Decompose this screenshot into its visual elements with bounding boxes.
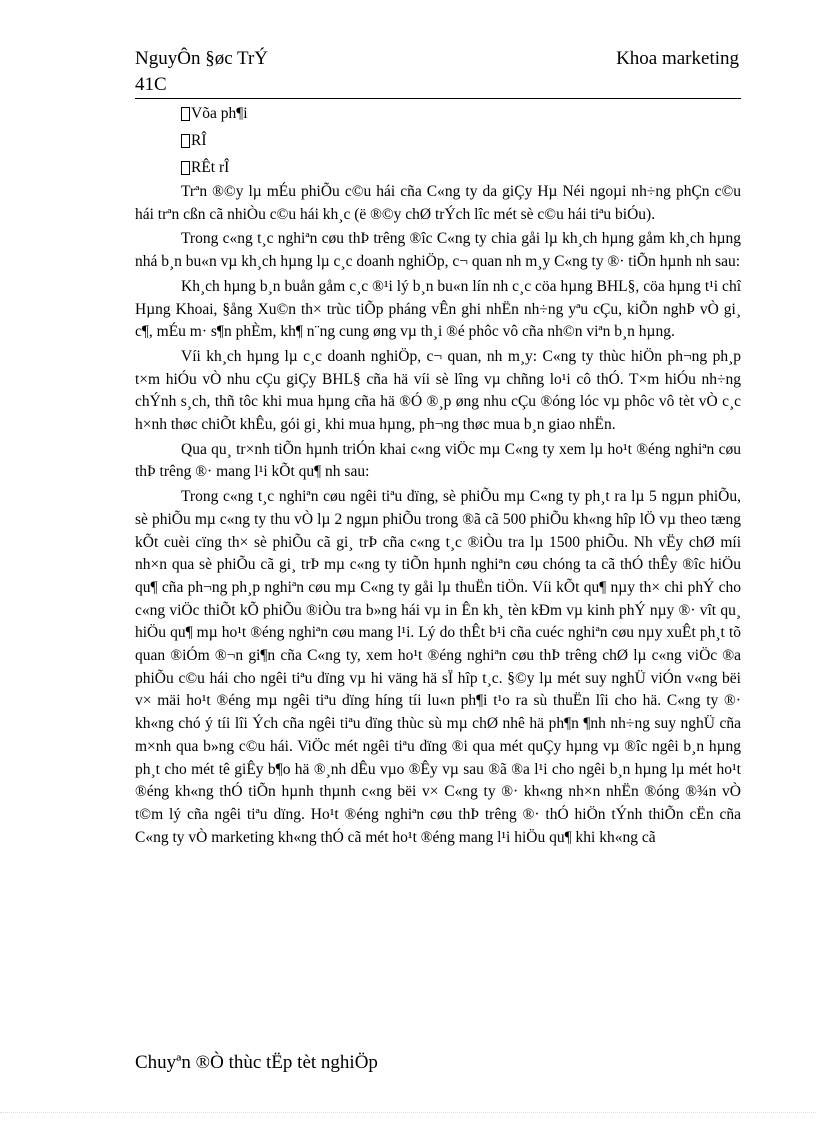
option-item xyxy=(181,127,741,154)
checkbox-icon xyxy=(181,134,190,148)
checkbox-icon xyxy=(181,161,190,175)
option-label: RÎ xyxy=(191,132,207,149)
author-class: 41C xyxy=(135,74,167,95)
paragraph: Víi kh¸ch hµng lµ c¸c doanh nghiÖp, c¬ quan, nh m¸y: C«ng ty thùc hiÖn ph¬ng ph¸p t×m hiÓu vÒ nhu cÇu giÇy BHL§ cña hä víi sè lîng vµ chñng lo¹i cô thÓ. T×m hiÓu nh÷ng chÝnh s¸ch, thñ tôc khi mua hµng cña hä ®Ó ®¸p øng nhu cÇu ®óng lóc vµ phôc vô tèt vÒ c¸c h×nh thøc chiÕt khÊu, gói gi¸ khi mua hµng, ph¬ng thøc mua b¸n giao nhËn. xyxy=(135,347,741,434)
paragraph: Qua qu¸ tr×nh tiÕn hµnh triÓn khai c«ng viÖc mµ C«ng ty xem lµ ho¹t ®éng nghiªn cøu thÞ trêng ®· mang l¹i kÕt qu¶ nh sau: xyxy=(135,440,741,481)
option-item xyxy=(181,100,741,127)
option-label: Võa ph¶i xyxy=(191,105,248,122)
faculty-name: Khoa marketing xyxy=(616,48,739,69)
header-rule xyxy=(135,98,741,99)
page-edge-divider xyxy=(0,1112,816,1113)
checkbox-icon xyxy=(181,107,190,121)
option-item xyxy=(181,154,741,181)
author-name: NguyÔn §øc TrÝ xyxy=(135,48,269,69)
document-body xyxy=(135,100,741,851)
paragraph: Trªn ®©y lµ mÉu phiÕu c©u hái cña C«ng ty da giÇy Hµ Néi ngoµi nh÷ng phÇn c©u hái trªn cßn cã nhiÒu c©u hái kh¸c (ë ®©y chØ trÝch lîc mét sè c©u hái tiªu biÓu). xyxy=(135,183,741,223)
page-footer: Chuyªn ®Ò thùc tËp tèt nghiÖp xyxy=(135,1052,378,1073)
option-label: RÊt rÎ xyxy=(191,159,230,176)
paragraph: Kh¸ch hµng b¸n buån gåm c¸c ®¹i lý b¸n bu«n lín nh c¸c cöa hµng BHL§, cöa hµng t¹i chî Hµng Khoai, §ång Xu©n th× trùc tiÕp pháng vÊn ghi nhËn nh÷ng yªu cÇu, kiÕn nghÞ vÒ gi¸ c¶, mÉu m· s¶n phÈm, kh¶ n¨ng cung øng vµ th¸i ®é phôc vô cña nh©n viªn b¸n hµng. xyxy=(135,277,741,341)
paragraph: Trong c«ng t¸c nghiªn cøu ngêi tiªu dïng, sè phiÕu mµ C«ng ty ph¸t ra lµ 5 ngµn phiÕu, sè phiÕu mµ c«ng ty thu vÒ lµ 2 ngµn phiÕu trong ®ã cã 500 phiÕu kh«ng hîp lÖ vµ theo tæng kÕt cuèi cïng th× sè phiÕu cã gi¸ trÞ cña c«ng t¸c ®iÒu tra lµ 1500 phiÕu. Nh vËy chØ míi nh×n qua sè phiÕu cã gi¸ trÞ mµ c«ng ty tiÕn hµnh nghiªn cøu chóng ta cã thÓ thÊy ®îc hiÖu qu¶ cña ph¬ng ph¸p nghiªn cøu mµ C«ng ty gåi lµ thuËn tiÖn. Víi kÕt qu¶ nµy th× chi phÝ cho c«ng viÖc thiÕt kÕ phiÕu ®iÒu tra b»ng hái vµ in Ên kh¸ tèn kÐm vµ kinh phÝ nµy ®· vît qu¸ hiÖu qu¶ mµ ho¹t ®éng nghiªn cøu mang l¹i. Lý do thÊt b¹i cña cuéc nghiªn cøu nµy xuÊt ph¸t tõ quan ®iÓm ®¬n gi¶n cña C«ng ty, xem ho¹t ®éng nghiªn cøu thÞ trêng chØ lµ c«ng viÖc ®a phiÕu c©u hái cho ngêi tiªu dïng vµ hi väng hä sÏ hîp t¸c. §©y lµ mét suy nghÜ viÓn v«ng bëi v× mäi ho¹t ®éng mµ ngêi tiªu dïng híng tíi lu«n ph¶i t¹o ra sù thuËn lîi cho hä. C«ng ty ®· kh«ng chó ý tíi lîi Ých cña ngêi tiªu dïng thùc sù mµ chØ nhê hä ph¶n ¶nh nh÷ng suy nghÜ cña m×nh qua b»ng c©u hái. ViÖc mét ngêi tiªu dïng ®i qua mét quÇy hµng vµ ®îc ngêi b¸n hµng ph¸t cho mét tê giÊy b¶o hä ®¸nh dÊu vµo ®Êy vµ sau ®ã ®a l¹i cho ngêi b¸n hµng lµ mét ho¹t ®éng kh«ng thÓ tiÕn hµnh thµnh c«ng bëi v× C«ng ty ®· kh«ng nh×n nhËn ®óng ®¾n vÒ t©m lý cña ngêi tiªu dïng. Ho¹t ®éng nghiªn cøu thÞ trêng ®· thÓ hiÖn tÝnh thiÕn cËn cña C«ng ty vÒ marketing kh«ng thÓ cã mét ho¹t ®éng mang l¹i hiÖu qu¶ khi kh«ng cã xyxy=(135,488,741,846)
paragraph: Trong c«ng t¸c nghiªn cøu thÞ trêng ®îc C«ng ty chia gåi lµ kh¸ch hµng gåm kh¸ch hµng nhá b¸n bu«n vµ kh¸ch hµng lµ c¸c doanh nghiÖp, c¬ quan nh m¸y C«ng ty ®· tiÕn hµnh nh sau: xyxy=(135,230,741,271)
